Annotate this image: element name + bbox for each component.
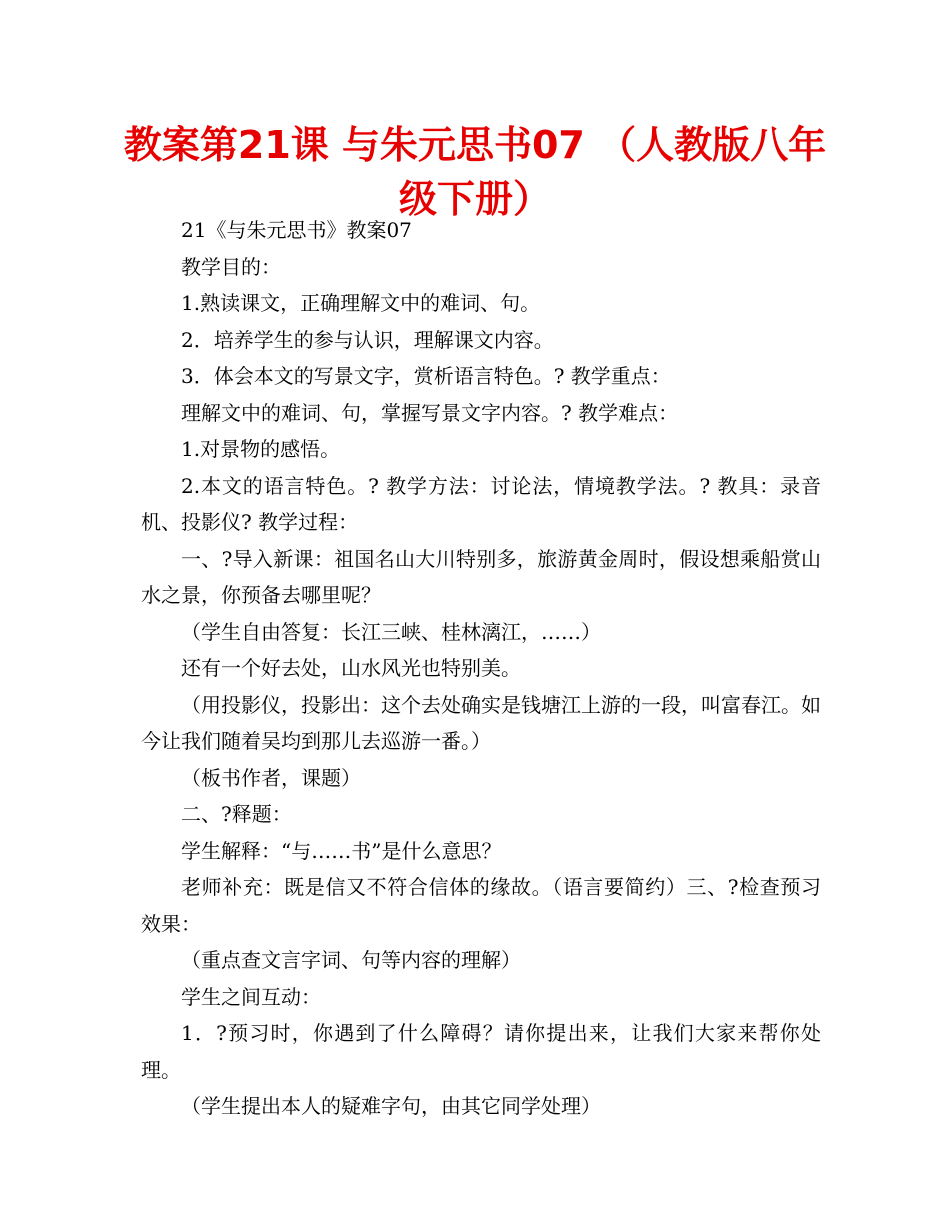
paragraph-goal-3: 3．体会本文的写景文字，赏析语言特色。? 教学重点： xyxy=(181,364,671,388)
paragraph-intro: 一、?导入新课：祖国名山大川特别多，旅游黄金周时，假设想乘船赏山水之景，你预备去哪里呢？ xyxy=(141,546,821,607)
paragraph-teaching-goals-heading: 教学目的： xyxy=(181,254,281,279)
paragraph-interaction: 学生之间互动： xyxy=(181,984,321,1009)
paragraph-lesson-heading: 21《与朱元思书》教案07 xyxy=(181,218,412,242)
paragraph-goal-1: 1.熟读课文，正确理解文中的难词、句。 xyxy=(181,291,541,315)
paragraph-student-answer: （学生自由答复：长江三峡、桂林漓江，……） xyxy=(181,619,601,644)
document-body xyxy=(141,212,821,1125)
paragraph-student-explain: 学生解释：“与……书”是什么意思？ xyxy=(181,838,502,863)
paragraph-another-place: 还有一个好去处，山水风光也特别美。 xyxy=(181,656,521,680)
document-title xyxy=(120,118,830,226)
document-title-line-2: 级下册） xyxy=(398,177,551,221)
paragraph-student-solve: （学生提出本人的疑难字句，由其它同学处理） xyxy=(181,1094,601,1118)
paragraph-projector: （用投影仪，投影出：这个去处确实是钱塘江上游的一段，叫富春江。如今让我们随着吴均到那儿去巡游一番。） xyxy=(141,692,821,753)
document-title-line-1: 教案第21课 与朱元思书07 （人教版八年 xyxy=(123,123,827,167)
paragraph-key-points: 理解文中的难词、句，掌握写景文字内容。? 教学难点： xyxy=(181,400,679,425)
paragraph-goal-2: 2．培养学生的参与认识，理解课文内容。 xyxy=(181,327,554,352)
paragraph-preview-question: 1．?预习时，你遇到了什么障碍？请你提出来，让我们大家来帮你处理。 xyxy=(141,1021,821,1082)
paragraph-review-focus: （重点查文言字词、句等内容的理解） xyxy=(181,948,521,972)
paragraph-blackboard: （板书作者，课题） xyxy=(181,765,361,790)
paragraph-difficulty-2: 2.本文的语言特色。? 教学方法：讨论法，情境教学法。? 教具：录音机、投影仪? 教学过程： xyxy=(141,473,821,534)
paragraph-explain-title: 二、?释题： xyxy=(181,802,292,826)
paragraph-teacher-supplement: 老师补充：既是信又不符合信体的缘故。（语言要简约）三、?检查预习效果： xyxy=(141,875,821,936)
paragraph-difficulty-1: 1.对景物的感悟。 xyxy=(181,437,341,461)
